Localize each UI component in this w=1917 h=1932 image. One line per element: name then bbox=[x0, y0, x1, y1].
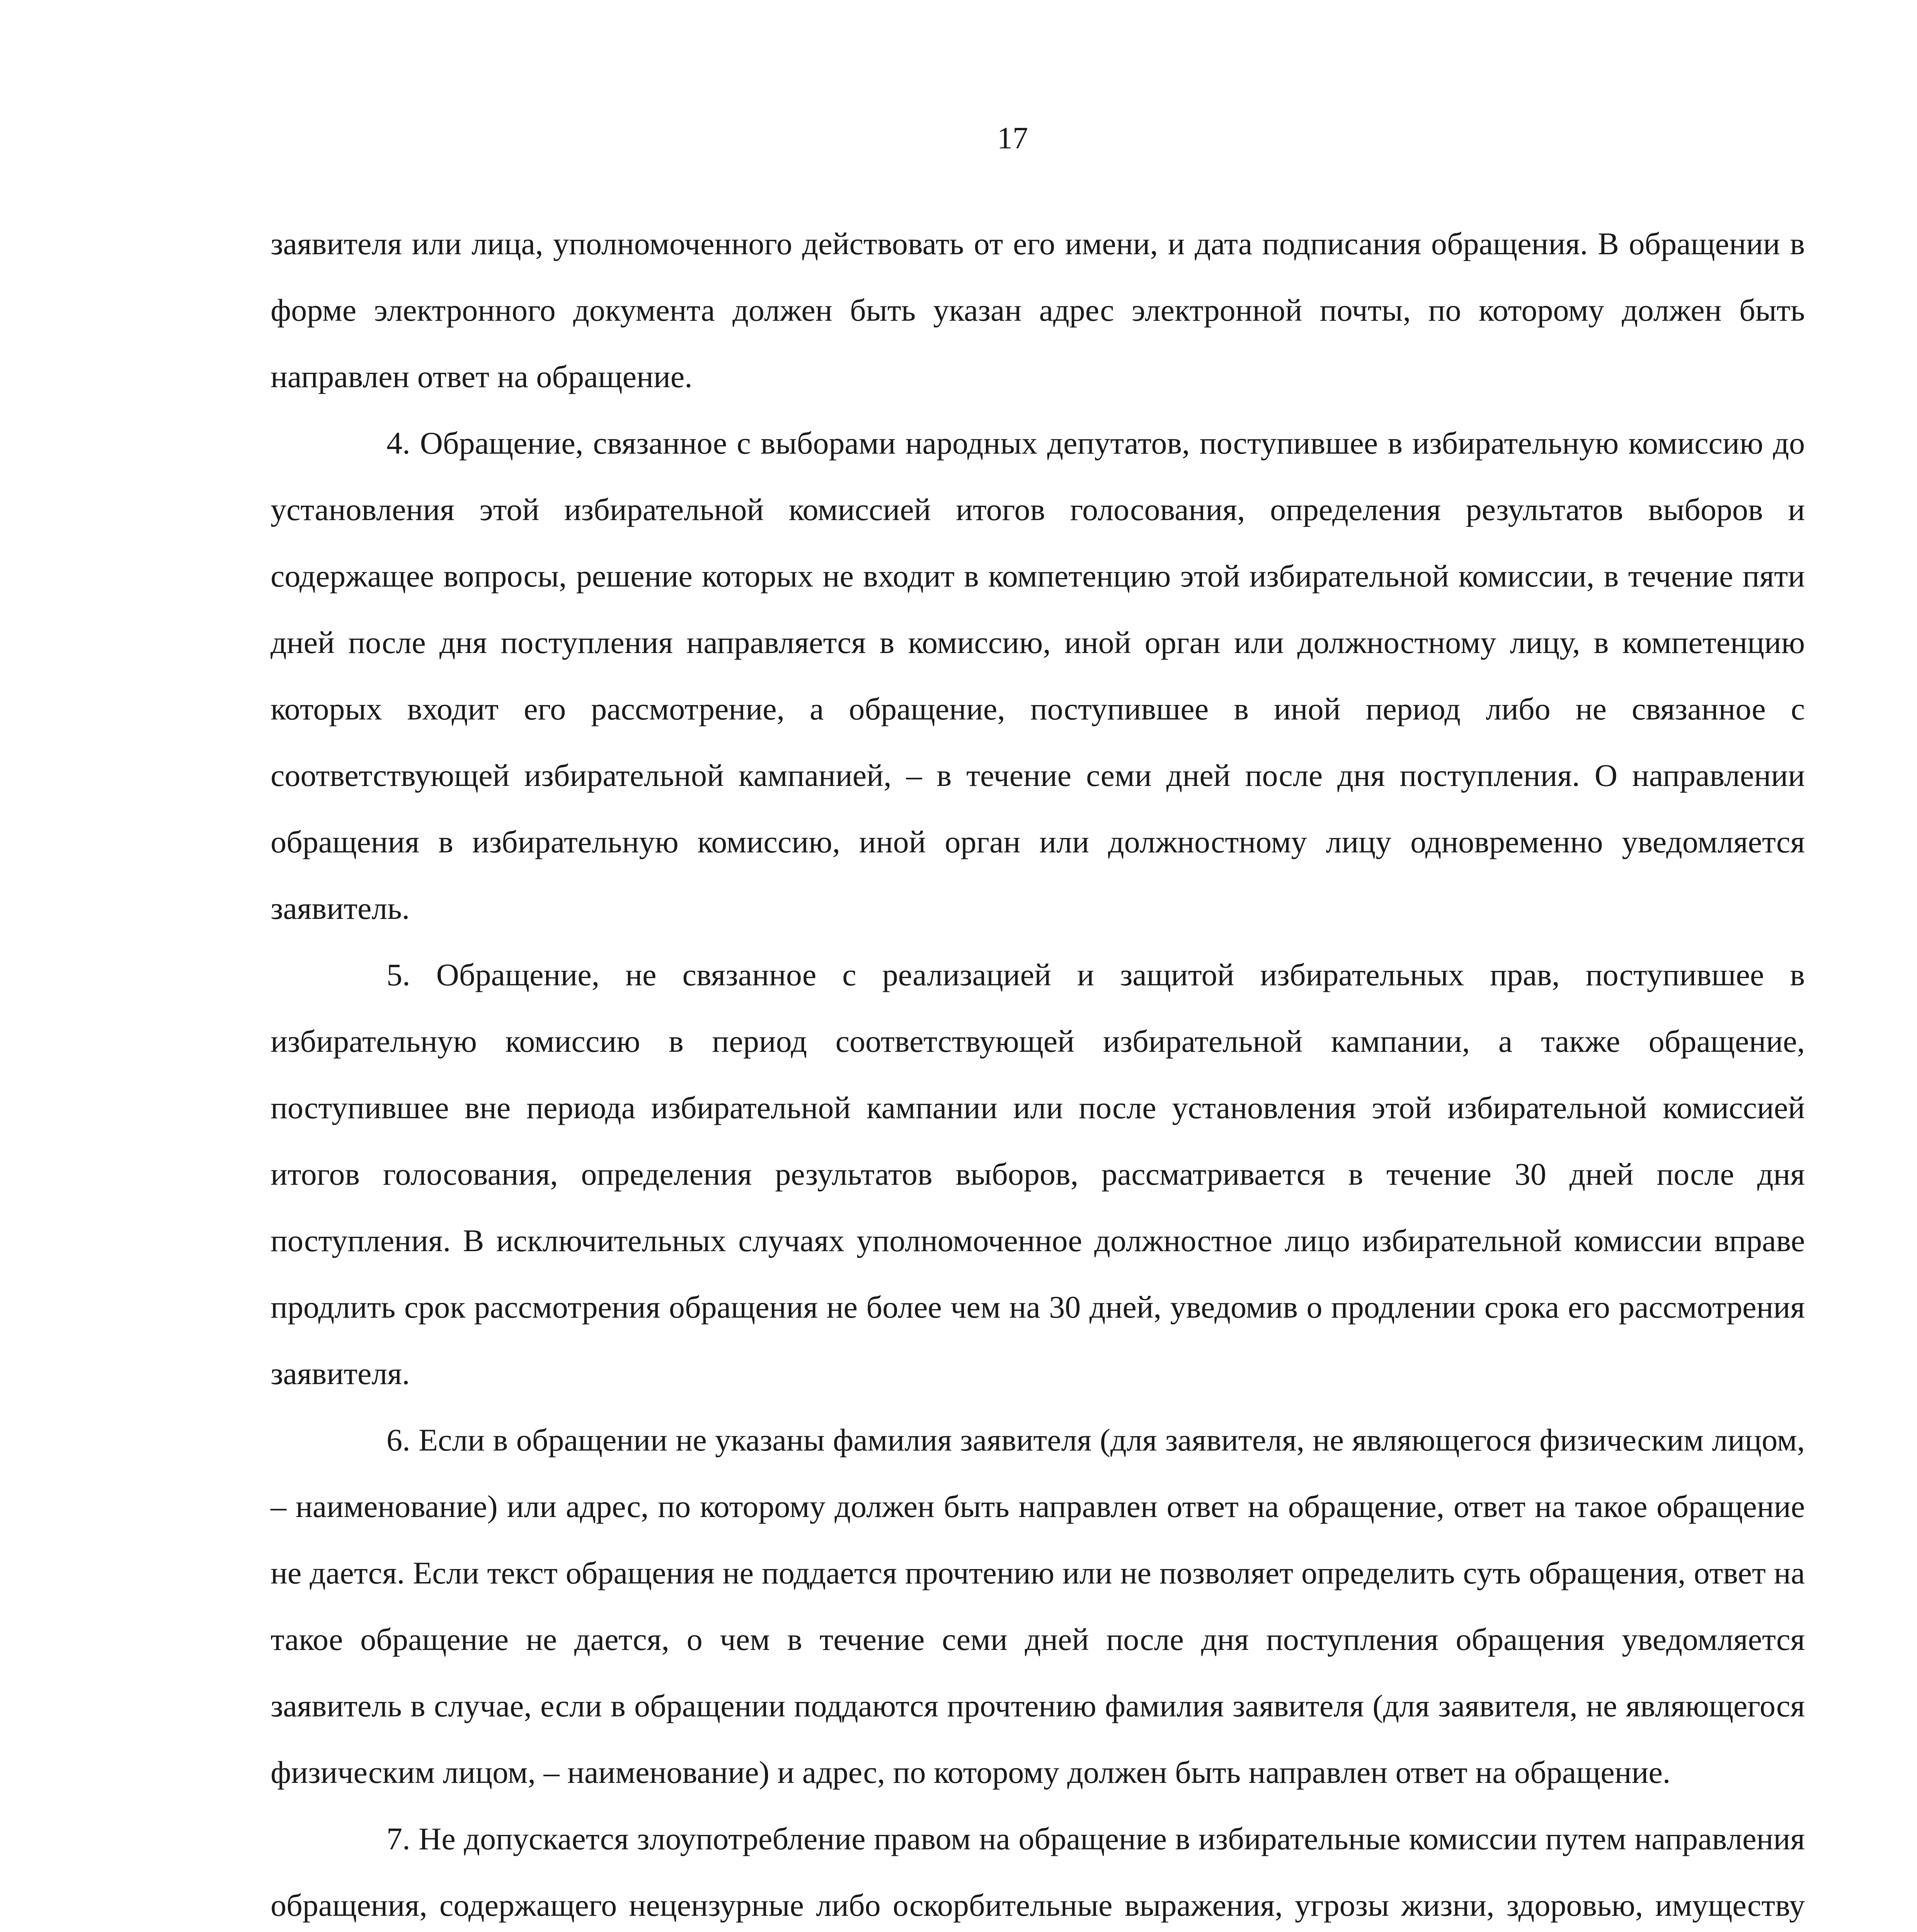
paragraph-item-7: 7. Не допускается злоупотребление правом на обращение в избирательные комиссии путем направления обращения, содержащего нецензурные либо оскорбительные выражения, угрозы жизни, здоровью, имуществу bbox=[271, 1821, 1805, 1923]
document-body bbox=[271, 211, 1805, 1932]
page-number: 17 bbox=[997, 121, 1028, 155]
paragraph-item-6: 6. Если в обращении не указаны фамилия заявителя (для заявителя, не являющегося физическим лицом, – наименование) или адрес, по которому должен быть направлен ответ на обращение, ответ на такое обращение не дается. Если текст обращения не поддается прочтению или не позволяет определить суть обращения, ответ на такое обращение не дается, о чем в течение семи дней после дня поступления обращения уведомляется заявитель в случае, если в обращении поддаются прочтению фамилия заявителя (для заявителя, не являющегося физическим лицом, – наименование) и адрес, по которому должен быть направлен ответ на обращение. bbox=[271, 1422, 1805, 1790]
paragraph-item-5: 5. Обращение, не связанное с реализацией и защитой избирательных прав, поступившее в избирательную комиссию в период соответствующей избирательной кампании, а также обращение, поступившее вне периода избирательной кампании или после установления этой избирательной комиссией итогов голосования, определения результатов выборов, рассматривается в течение 30 дней после дня поступления. В исключительных случаях уполномоченное должностное лицо избирательной комиссии вправе продлить срок рассмотрения обращения не более чем на 30 дней, уведомив о продлении срока его рассмотрения заявителя. bbox=[271, 957, 1805, 1391]
paragraph-item-4: 4. Обращение, связанное с выборами народных депутатов, поступившее в избирательную комиссию до установления этой избирательной комиссией итогов голосования, определения результатов выборов и содержащее вопросы, решение которых не входит в компетенцию этой избирательной комиссии, в течение пяти дней после дня поступления направляется в комиссию, иной орган или должностному лицу, в компетенцию которых входит его рассмотрение, а обращение, поступившее в иной период либо не связанное с соответствующей избирательной кампанией, – в течение семи дней после дня поступления. О направлении обращения в избирательную комиссию, иной орган или должностному лицу одновременно уведомляется заявитель. bbox=[271, 425, 1805, 926]
paragraph-continuation: заявителя или лица, уполномоченного действовать от его имени, и дата подписания обращения. В обращении в форме электронного документа должен быть указан адрес электронной почты, по которому должен быть направлен ответ на обращение. bbox=[271, 226, 1805, 394]
